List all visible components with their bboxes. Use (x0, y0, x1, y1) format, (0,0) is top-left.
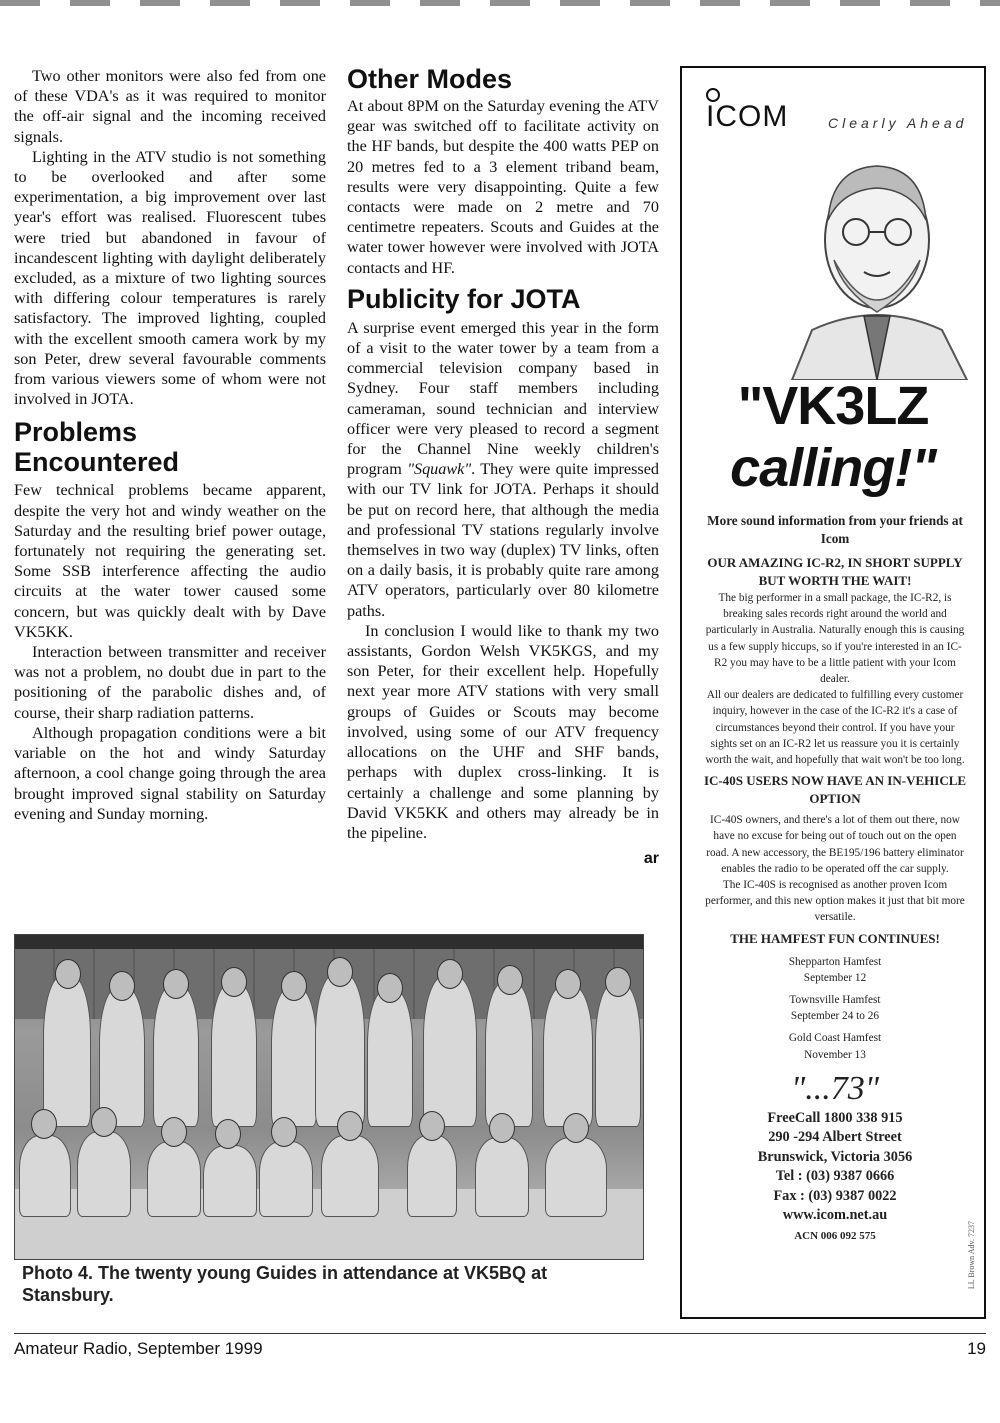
person-figure (99, 987, 145, 1127)
portrait-illustration (772, 140, 982, 380)
contact-freecall: FreeCall 1800 338 915 (767, 1109, 903, 1126)
hamfest-event (702, 992, 968, 1024)
ad-paragraph: All our dealers are dedicated to fulfilling every customer inquiry, however in the case of the IC-R2 it's a case of circumstances beyond their control. If you have your sights set on an IC-R2 let us reassure you it is certainly worth the wait, and hopefully that wait won't be too long. (705, 689, 965, 767)
person-head (497, 965, 523, 995)
person-figure (19, 1135, 71, 1217)
person-head (271, 1117, 297, 1147)
ad-section-title: OUR AMAZING IC-R2, IN SHORT SUPPLY BUT WORTH THE WAIT! (707, 555, 963, 588)
paragraph: Few technical problems became apparent, despite the very hot and windy weather on the Saturday and the resulting brief power outage, fortunately not requiring the generating set. Some SSB interference affecting the audio circuits at the water tower caused some concern, but was quickly dealt with by Dave VK5KK. (14, 481, 326, 641)
person-head (215, 1119, 241, 1149)
person-figure (315, 973, 365, 1127)
paragraph: At about 8PM on the Saturday evening the ATV gear was switched off to facilitate activity on the HF bands, but despite the 400 watts PEP on 20 metres fed to a 3 element triband beam, results were very disappointing. Quite a few contacts were made on 2 metre and 70 centimetre repeaters. Scouts and Guides at the water tower however were involved with JOTA contacts and HF. (347, 97, 659, 277)
heading-line: Problems (14, 417, 138, 448)
contact-street: 290 -294 Albert Street (768, 1129, 902, 1146)
person-head (109, 971, 135, 1001)
hamfest-event (702, 1030, 968, 1062)
person-figure (271, 987, 317, 1127)
article-column-1 (14, 66, 326, 824)
person-head (161, 1117, 187, 1147)
ad-tagline: Clearly Ahead (828, 115, 968, 131)
person-head (605, 967, 631, 997)
section-heading-publicity: Publicity for JOTA (347, 283, 581, 314)
person-figure (321, 1135, 379, 1217)
footer-publication: Amateur Radio, September 1999 (14, 1339, 263, 1358)
section-heading-problems (14, 417, 326, 477)
paragraph: Two other monitors were also fed from one of these VDA's as it was required to monitor the off-air signal and the incoming received signals. (14, 67, 326, 146)
person-head (377, 973, 403, 1003)
article-column-2 (347, 96, 659, 869)
person-figure (211, 983, 257, 1127)
person-head (221, 967, 247, 997)
person-figure (595, 983, 641, 1127)
contact-website: www.icom.net.au (782, 1207, 888, 1224)
person-figure (367, 989, 413, 1127)
event-date: September 12 (803, 971, 867, 984)
person-figure (423, 975, 477, 1127)
icom-logo: ICOM (706, 100, 789, 133)
person-figure (43, 975, 91, 1127)
person-figure (259, 1141, 313, 1217)
person-head (489, 1113, 515, 1143)
end-mark: ar (643, 850, 659, 868)
paragraph: In conclusion I would like to thank my two assistants, Gordon Welsh VK5KGS, and my son Peter, for their excellent help. Hopefully next year more ATV stations with very small groups of Guides or Scouts may become involved, using some of our ATV frequency allocations on the UHF and SHF bands, perhaps with duplex cross-linking. It is certainly a challenge and some planning by David VK5KK and others may already be in the pipeline. (347, 621, 659, 842)
person-head (337, 1111, 363, 1141)
paragraph-text: A surprise event emerged this year in the form of a visit to the water tower by a team from a commercial television company based in Sydney. Four staff members including cameraman, sound technician and interview officer were very pleased to record a segment for the Channel Nine weekly children's program (347, 318, 659, 479)
person-figure (203, 1145, 257, 1217)
person-figure (153, 985, 199, 1127)
person-head (163, 969, 189, 999)
photo-caption: Photo 4. The twenty young Guides in attendance at VK5BQ at Stansbury. (22, 1263, 548, 1305)
footer-rule (14, 1333, 986, 1334)
paragraph: Interaction between transmitter and receiver was not a problem, no doubt due in part to the positioning of the parabolic dishes and, of course, their sharp radiation patterns. (14, 643, 326, 722)
ad-paragraph: IC-40S owners, and there's a lot of them out there, now have no excuse for being out of touch out on the open road. A new accessory, the BE195/196 battery eliminator enables the radio to be operated off the car supply. (706, 814, 964, 875)
footer-page-number: 19 (967, 1339, 986, 1358)
paragraph-text: . They were quite impressed with our TV link for JOTA. Perhaps it should be put on record here, that although the media and professional TV stations regularly involve themselves in two way (duplex) TV links, often on a daily basis, it is probably quite rare among ATV operators, particularly over 80 kilometre paths. (347, 460, 659, 620)
person-head (91, 1107, 117, 1137)
person-head (555, 969, 581, 999)
person-figure (485, 981, 533, 1127)
person-head (55, 959, 81, 989)
event-name: Gold Coast Hamfest (788, 1032, 882, 1045)
ad-paragraph: The big performer in a small package, the IC-R2, is breaking sales records right around the world and particularly in Australia. Naturally enough this is causing us a few supply hiccups, so if you're interested in an IC-R2 you may have to be a little patient with your Icom dealer. (705, 592, 965, 686)
program-name: "Squawk" (407, 460, 472, 479)
person-figure (407, 1135, 457, 1217)
person-figure (77, 1131, 131, 1217)
hamfest-event (702, 954, 968, 986)
contact-fax: Fax : (03) 9387 0022 (773, 1187, 897, 1204)
event-date: September 24 to 26 (790, 1010, 880, 1023)
person-head (31, 1109, 57, 1139)
ad-agency-note: LL Brown Adv. 7237 (967, 1220, 976, 1289)
person-head (437, 959, 463, 989)
paragraph: Lighting in the ATV studio is not something to be overlooked and after some experimentation, a big improvement over last year's effort was realised. Fluorescent tubes were tried but abandoned in favour of incandescent lighting with daylight deliberately excluded, as a mixture of two lighting sources with differing colour temperatures is rarely satisfactory. The improved lighting, coupled with the excellent smooth camera work by my son Peter, drew several favourable comments from various viewers some of whom were not involved in JOTA. (14, 147, 326, 409)
section-heading-other-modes: Other Modes (347, 64, 513, 94)
contact-tel: Tel : (03) 9387 0666 (775, 1168, 895, 1185)
event-name: Townsville Hamfest (789, 994, 881, 1007)
ad-paragraph: The IC-40S is recognised as another proven Icom performer, and this new option makes it just that bit more versatile. (705, 879, 965, 924)
ad-headline: calling!" (730, 438, 936, 498)
ad-contact-block (702, 1109, 968, 1226)
contact-suburb: Brunswick, Victoria 3056 (757, 1148, 913, 1165)
ad-section-title: IC-40S USERS NOW HAVE AN IN-VEHICLE OPTION (703, 773, 967, 807)
event-name: Shepparton Hamfest (788, 955, 882, 968)
ad-signoff: "...73" (790, 1069, 880, 1107)
paragraph (347, 318, 659, 621)
ad-body (702, 512, 968, 1244)
person-figure (475, 1137, 529, 1217)
person-head (563, 1113, 589, 1143)
person-head (419, 1111, 445, 1141)
heading-line: Encountered (14, 447, 180, 478)
photo-roof (15, 935, 643, 949)
ad-headline: "VK3LZ (737, 376, 929, 436)
person-head (327, 957, 353, 987)
ad-acn: ACN 006 092 575 (794, 1229, 876, 1242)
paragraph: Although propagation conditions were a bit variable on the hot and windy Saturday afternoon, a cool change going through the area brought improved signal stability on Saturday evening and Sunday morning. (14, 723, 326, 823)
icom-advertisement (680, 66, 986, 1319)
person-figure (147, 1141, 201, 1217)
event-date: November 13 (804, 1048, 866, 1061)
ad-section-title: THE HAMFEST FUN CONTINUES! (730, 930, 940, 946)
person-head (281, 971, 307, 1001)
person-figure (543, 985, 593, 1127)
person-figure (545, 1137, 607, 1217)
group-photo (14, 934, 644, 1260)
ad-intro: More sound information from your friends at Icom (707, 513, 963, 546)
top-border-strip (0, 0, 1000, 6)
